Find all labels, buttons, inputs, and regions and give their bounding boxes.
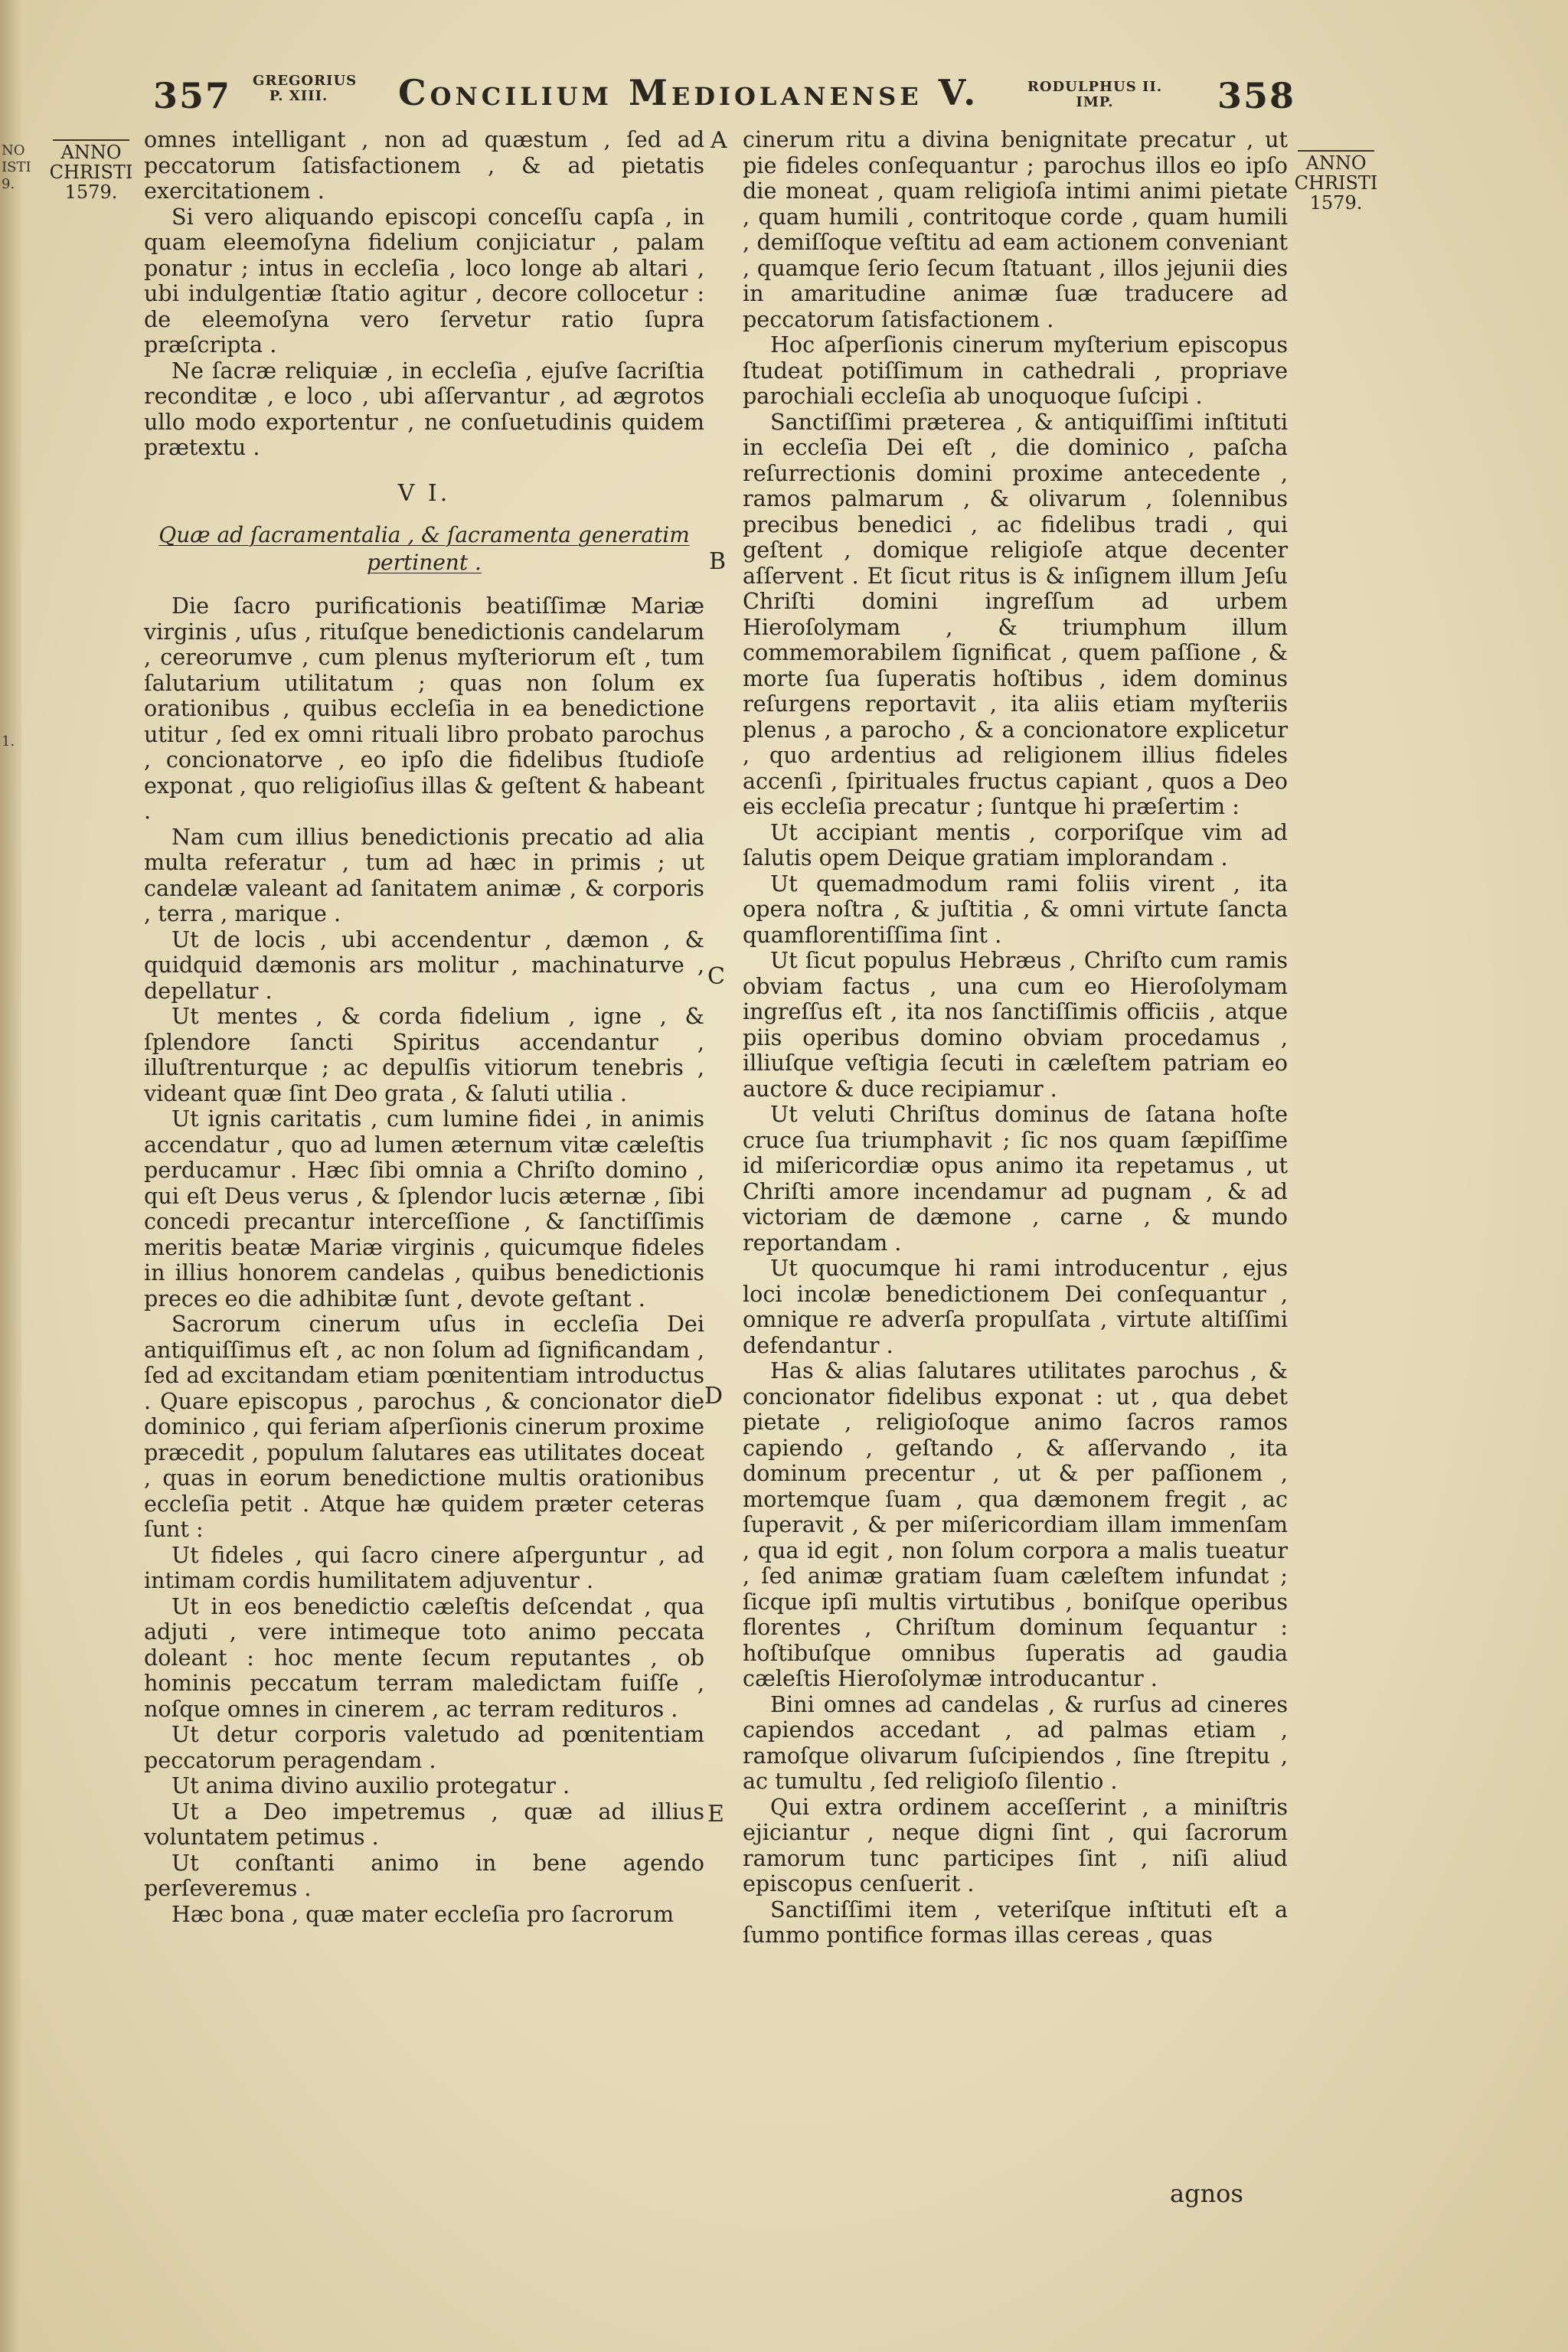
paragraph: Ut a Deo impetremus , quæ ad illius voluntatem petimus . [144, 1798, 704, 1850]
right-page-number: 358 [1217, 75, 1296, 116]
paragraph: Ut mentes , & corda fidelium , igne , & ſplendore ſancti Spiritus accendantur , illuſtrenturque ; ac depulſis vitiorum tenebris , videant quæ ſint Deo grata , & ſaluti utilia . [144, 1003, 704, 1106]
rule [53, 139, 129, 141]
section-heading: Quæ ad ſacramentalia , & ſacramenta generatim pertinent . [158, 522, 690, 575]
year-margin-note-right [1294, 150, 1378, 213]
paragraph: Ut ſicut populus Hebræus , Chriſto cum ramis obviam factus , una cum eo Hieroſolymam ingreſſus eſt , ita nos ſanctiſſimis officiis , atque piis operibus domino obviam procedamus , illiuſque veſtigia ſecuti in cæleſtem patriam eo auctore & duce recipiamur . [743, 947, 1288, 1102]
section-marker-a: A [710, 127, 727, 154]
gutter-fragment: NO ISTI 9. [2, 142, 31, 192]
anno-label: ANNO [1305, 152, 1367, 174]
running-header [0, 69, 1568, 130]
paragraph: Ut conſtanti animo in bene agendo perſeveremus . [144, 1849, 704, 1901]
anno-label: ANNO [60, 142, 122, 163]
catchword: agnos [1170, 2179, 1243, 2208]
gutter-fragment: 1. [2, 733, 15, 750]
paragraph: Die ſacro purificationis beatiſſimæ Mariæ virginis , uſus , rituſque benedictionis candelarum , cereorumve , cum plenus myſteriorum eſt , tum ſalutarium utilitatum ; quas non ſolum ex orationibus , quibus eccleſia in ea benedictione utitur , ſed ex omni rituali libro probato parochus , concionatorve , eo ipſo die fidelibus ſtudioſe exponat , quo religioſius illas & geſtent & habeant . [144, 593, 704, 824]
running-title: Concilium Mediolanense V. [398, 72, 980, 113]
section-number: V I. [397, 479, 451, 507]
paragraph: Si vero aliquando episcopi conceſſu capſa , in quam eleemoſyna fidelium conjiciatur , palam ponatur ; intus in eccleſia , loco longe ab altari , ubi indulgentiæ ſtatio agitur , decore collocetur : de eleemoſyna vero ſervetur ratio ſupra præſcripta . [144, 203, 704, 358]
christi-label: CHRISTI [49, 162, 133, 183]
paragraph: Ut accipiant mentis , corporiſque vim ad ſalutis opem Deique gratiam implorandam . [743, 818, 1288, 871]
paragraph: Ut anima divino auxilio protegatur . [172, 1772, 570, 1798]
year-label: 1579. [64, 181, 118, 203]
rule [1298, 150, 1374, 152]
paragraph: Ut in eos benedictio cæleſtis deſcendat , qua adjuti , vere intimeque toto animo peccata doleant : hoc mente ſecum reputantes , ob hominis peccatum terram maledictam fuiſſe , noſque omnes in cinerem , ac terram redituros . [144, 1592, 704, 1722]
section-marker-c: C [707, 963, 725, 990]
left-page-number: 357 [153, 75, 232, 116]
right-text-column [743, 127, 1288, 1949]
paragraph: Qui extra ordinem acceſſerint , a miniſtris ejiciantur , neque digni ſint , qui ſacrorum ramorum tunc participes ſint , niſi aliud episcopus cenſuerit . [743, 1793, 1288, 1896]
left-text-column [144, 127, 704, 1927]
paragraph: Ut ignis caritatis , cum lumine fidei , in animis accendatur , quo ad lumen æternum vitæ cæleſtis perducamur . Hæc ſibi omnia a Chriſto domino , qui eſt Deus verus , & ſplendor lucis æternæ , ſibi concedi precantur interceſſione , & ſanctiſſimis meritis beatæ Mariæ virginis , quicumque fideles in illius honorem candelas , quibus benedictionis preces eo die adhibitæ ſunt , devote geſtant . [144, 1106, 704, 1312]
emperor-name: RODULPHUS II. [1027, 79, 1163, 95]
emperor-title: IMP. [1076, 94, 1114, 110]
paragraph: Ut fideles , qui ſacro cinere aſperguntur , ad intimam cordis humilitatem adjuventur . [144, 1541, 704, 1593]
paragraph: cinerum ritu a divina benignitate precatur , ut pie fideles conſequantur ; parochus illos eo ipſo die moneat , quam religioſa intimi animi pietate , quam humili , contritoque corde , quam humili , demiſſoque veſtitu ad eam actionem conveniant , quamque ſerio ſecum ſtatuant , illos jejunii dies in amaritudine animæ ſuæ traducere ad peccatorum ſatisfactionem . [743, 126, 1288, 332]
pope-name: GREGORIUS [253, 73, 358, 89]
year-label: 1579. [1309, 192, 1363, 214]
paragraph: Sanctiſſimi item , veteriſque inſtituti eſt a ſummo pontifice formas illas cereas , quas [743, 1896, 1288, 1948]
section-marker-e: E [707, 1801, 724, 1828]
year-margin-note-left [49, 139, 133, 202]
paragraph: Sanctiſſimi præterea , & antiquiſſimi inſtituti in eccleſia Dei eſt , die dominico , paſcha reſurrectionis domini proxime antecedente , ramos palmarum , & olivarum , ſolennibus precibus benedici , ac fidelibus tradi , qui geſtent , domique religioſe atque decenter aſſervent . Et ſicut ritus is & inſignem illum Jeſu Chriſti domini ingreſſum ad urbem Hieroſolymam , & triumphum illum commemorabilem ſignificat , quem paſſione , & morte ſua ſuperatis hoſtibus , idem dominus reſurgens reportavit , ita aliis etiam myſteriis plenus , a parocho , & a concionatore explicetur , quo ardentius ad religionem illius fideles accenſi , ſpirituales fructus capiant , quos a Deo eis eccleſia precatur ; ſuntque hi præſertim : [743, 408, 1288, 819]
paragraph: Ut quocumque hi rami introducentur , ejus loci incolæ benedictionem Dei conſequantur , omnique re adverſa propulſata , virtute altiſſimi defendantur . [743, 1255, 1288, 1358]
pope-title: P. XIII. [269, 88, 328, 104]
paragraph: omnes intelligant , non ad quæstum , ſed ad peccatorum ſatisfactionem , & ad pietatis exercitationem . [144, 126, 704, 204]
section-marker-d: D [704, 1383, 724, 1410]
paragraph: Sacrorum cinerum uſus in eccleſia Dei antiquiſſimus eſt , ac non ſolum ad ſignificandam , ſed ad excitandam etiam pœnitentiam introductus . Quare episcopus , parochus , & concionator die dominico , qui feriam aſperſionis cinerum proxime præcedit , populum ſalutares eas utilitates doceat , quas in eorum benedictione multis orationibus eccleſia petit . Atque hæ quidem præter ceteras ſunt : [144, 1311, 704, 1542]
pope-label [253, 73, 358, 104]
adjacent-page-edge [0, 0, 31, 2352]
paragraph: Ut de locis , ubi accendentur , dæmon , & quidquid dæmonis ars molitur , machinaturve , depellatur . [144, 926, 704, 1004]
emperor-label [1018, 80, 1171, 110]
paragraph: Nam cum illius benedictionis precatio ad alia multa referatur , tum ad hæc in primis ; ut candelæ valeant ad ſanitatem animæ , & corporis , terra , marique . [144, 823, 704, 926]
paragraph: Ut veluti Chriſtus dominus de ſatana hoſte cruce ſua triumphavit ; ſic nos quam ſæpiſſime id miſericordiæ opus animo ita repetamus , ut Chriſti amore incendamur ad pugnam , & ad victoriam de dæmone , carne , & mundo reportandam . [743, 1101, 1288, 1256]
paragraph: Ut detur corporis valetudo ad pœnitentiam peccatorum peragendam . [144, 1721, 704, 1773]
christi-label: CHRISTI [1294, 172, 1378, 194]
paragraph: Ne ſacræ reliquiæ , in eccleſia , ejuſve ſacriſtia reconditæ , e loco , ubi aſſervantur , ad ægrotos ullo modo exportentur , ne conſuetudinis quidem prætextu . [144, 357, 704, 460]
paragraph: Hoc aſperſionis cinerum myſterium episcopus ſtudeat potiſſimum in cathedrali , propriave parochiali eccleſia ab unoquoque ſuſcipi . [743, 332, 1288, 409]
paragraph: Hæc bona , quæ mater eccleſia pro ſacrorum [172, 1900, 675, 1927]
paragraph: Bini omnes ad candelas , & rurſus ad cineres capiendos accedant , ad palmas etiam , ramoſque olivarum ſuſcipiendos , ſine ſtrepitu , ac tumultu , ſed religioſo ſilentio . [743, 1690, 1288, 1794]
paragraph: Ut quemadmodum rami foliis virent , ita opera noſtra , & juſtitia , & omni virtute ſancta quamflorentiſſima ſint . [743, 870, 1288, 948]
section-marker-b: B [709, 548, 727, 575]
paragraph: Has & alias ſalutares utilitates parochus , & concionator fidelibus exponat : ut , qua debet pietate , religioſoque animo ſacros ramos capiendo , geſtando , & aſſervando , ita dominum precentur , ut & per paſſionem , mortemque ſuam , qua dæmonem fregit , ac ſuperavit , & per miſericordiam illam immenſam , qua id egit , non ſolum corpora a malis tueatur , ſed animæ gratiam ſuam cæleſtem infundat ; ſicque ipſi multis virtutibus , boniſque operibus florentes , Chriſtum dominum ſequantur : hoſtibuſque omnibus ſuperatis ad gaudia cæleſtis Hieroſolymæ introducantur . [743, 1357, 1288, 1691]
